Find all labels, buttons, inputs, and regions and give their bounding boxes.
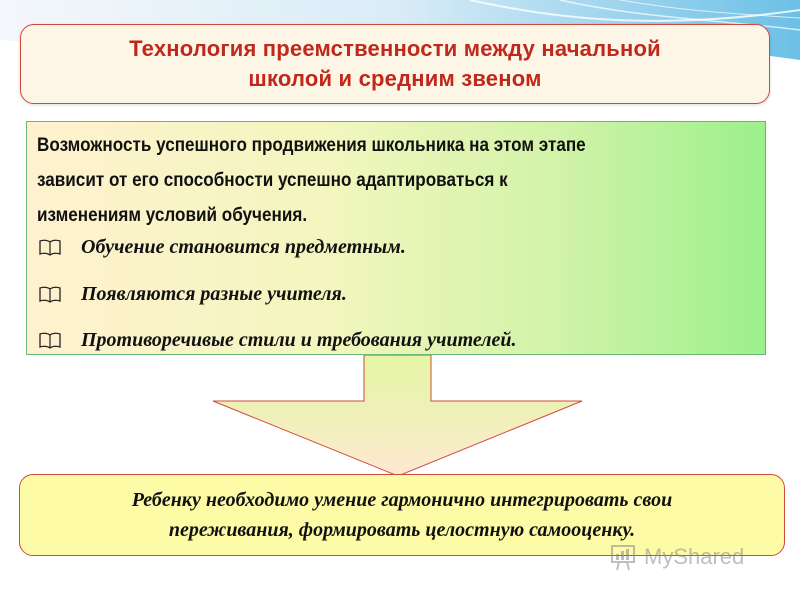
intro-line: Возможность успешного продвижения школьника на этом этапе — [37, 135, 586, 156]
watermark-text: MyShared — [644, 544, 745, 569]
book-icon — [39, 331, 61, 349]
book-icon — [39, 285, 61, 303]
result-line-1: Ребенку необходимо умение гармонично интегрировать свои — [131, 489, 673, 511]
main-content-box — [26, 121, 766, 355]
title-line-2: школой и средним звеном — [248, 66, 542, 91]
bullet-item — [39, 279, 347, 309]
bullet-item — [39, 325, 517, 355]
intro-line: изменениям условий обучения. — [37, 205, 308, 226]
watermark-logo-icon — [610, 542, 640, 572]
bullet-item — [39, 232, 406, 262]
intro-text — [37, 128, 757, 233]
bullet-text: Появляются разные учителя. — [81, 282, 347, 305]
watermark — [610, 540, 744, 574]
title-line-1: Технология преемственности между начальной — [129, 36, 661, 61]
intro-line: зависит от его способности успешно адаптироваться к — [37, 170, 508, 191]
bullet-text: Обучение становится предметным. — [81, 235, 406, 258]
book-icon — [39, 238, 61, 256]
result-line-2: переживания, формировать целостную самооценку. — [168, 519, 636, 541]
title-box — [20, 24, 770, 104]
bullet-text: Противоречивые стили и требования учителей. — [81, 328, 517, 351]
